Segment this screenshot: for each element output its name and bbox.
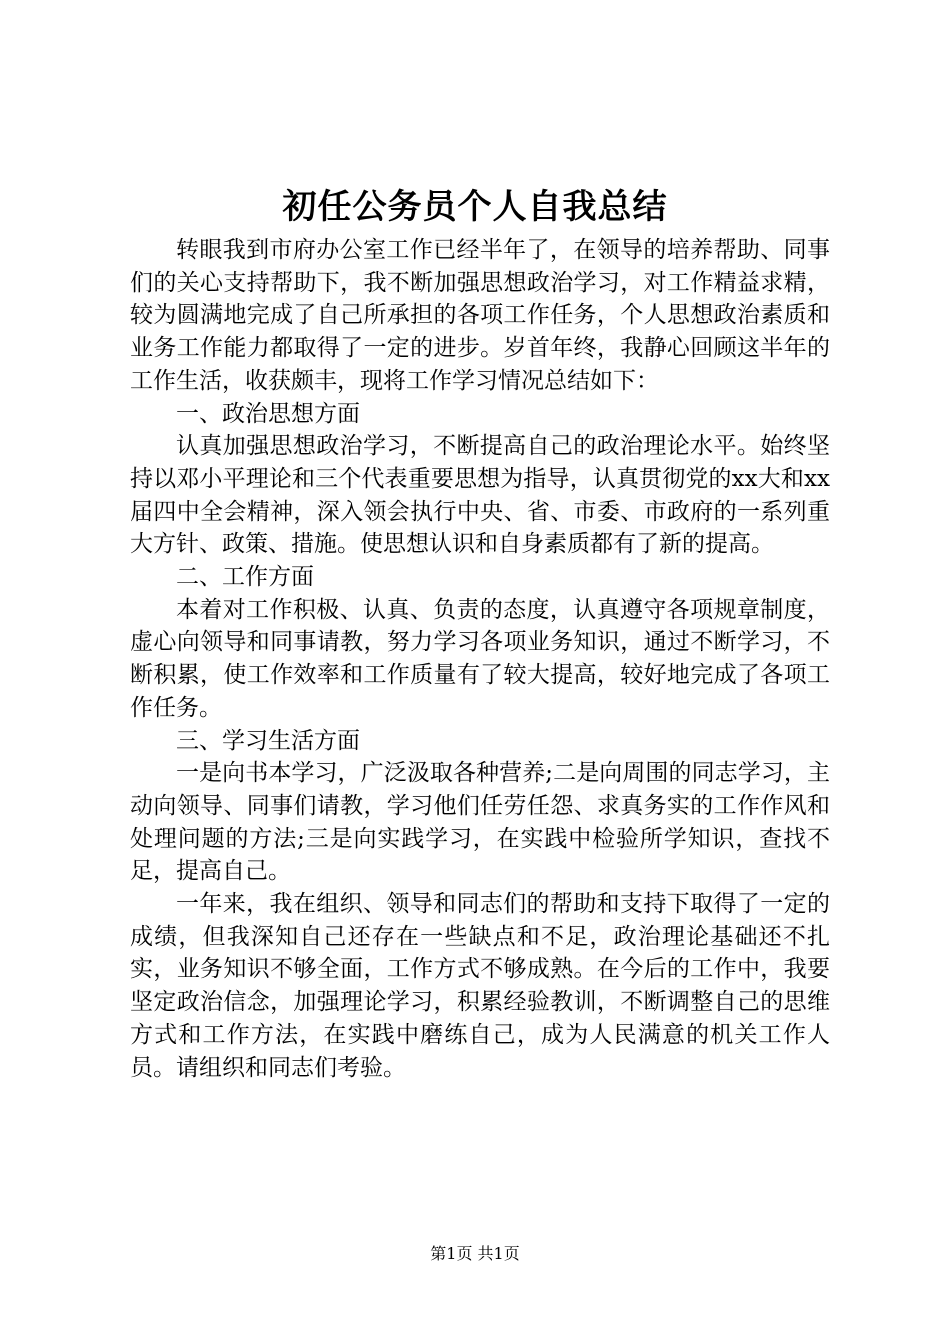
paragraph-politics: 认真加强思想政治学习，不断提高自己的政治理论水平。始终坚持以邓小平理论和三个代表重要思想为指导，认真贯彻党的xx大和xx届四中全会精神，深入领会执行中央、省、市委、市政府的一系列重大方针、政策、措施。使思想认识和自身素质都有了新的提高。 [130, 433, 830, 558]
page-footer: 第1页 共1页 [430, 1244, 520, 1263]
paragraph-intro: 转眼我到市府办公室工作已经半年了，在领导的培养帮助、同事们的关心支持帮助下，我不断加强思想政治学习，对工作精益求精，较为圆满地完成了自己所承担的各项工作任务，个人思想政治素质和业务工作能力都取得了一定的进步。岁首年终，我静心回顾这半年的工作生活，收获颇丰，现将工作学习情况总结如下： [130, 237, 830, 394]
document-title: 初任公务员个人自我总结 [282, 187, 668, 227]
document-body [130, 234, 830, 1084]
section-heading-study: 三、学习生活方面 [176, 727, 360, 754]
paragraph-work: 本着对工作积极、认真、负责的态度，认真遵守各项规章制度，虚心向领导和同事请教，努力学习各项业务知识，通过不断学习，不断积累，使工作效率和工作质量有了较大提高，较好地完成了各项工作任务。 [130, 596, 830, 721]
paragraph-conclusion: 一年来，我在组织、领导和同志们的帮助和支持下取得了一定的成绩，但我深知自己还存在一些缺点和不足，政治理论基础还不扎实，业务知识不够全面，工作方式不够成熟。在今后的工作中，我要坚定政治信念，加强理论学习，积累经验教训，不断调整自己的思维方式和工作方法，在实践中磨练自己，成为人民满意的机关工作人员。请组织和同志们考验。 [130, 891, 830, 1081]
section-heading-work: 二、工作方面 [176, 564, 314, 591]
section-heading-politics: 一、政治思想方面 [176, 400, 360, 427]
paragraph-study: 一是向书本学习，广泛汲取各种营养;二是向周围的同志学习，主动向领导、同事们请教，学习他们任劳任怨、求真务实的工作作风和处理问题的方法;三是向实践学习，在实践中检验所学知识，查找不足，提高自己。 [130, 760, 830, 885]
